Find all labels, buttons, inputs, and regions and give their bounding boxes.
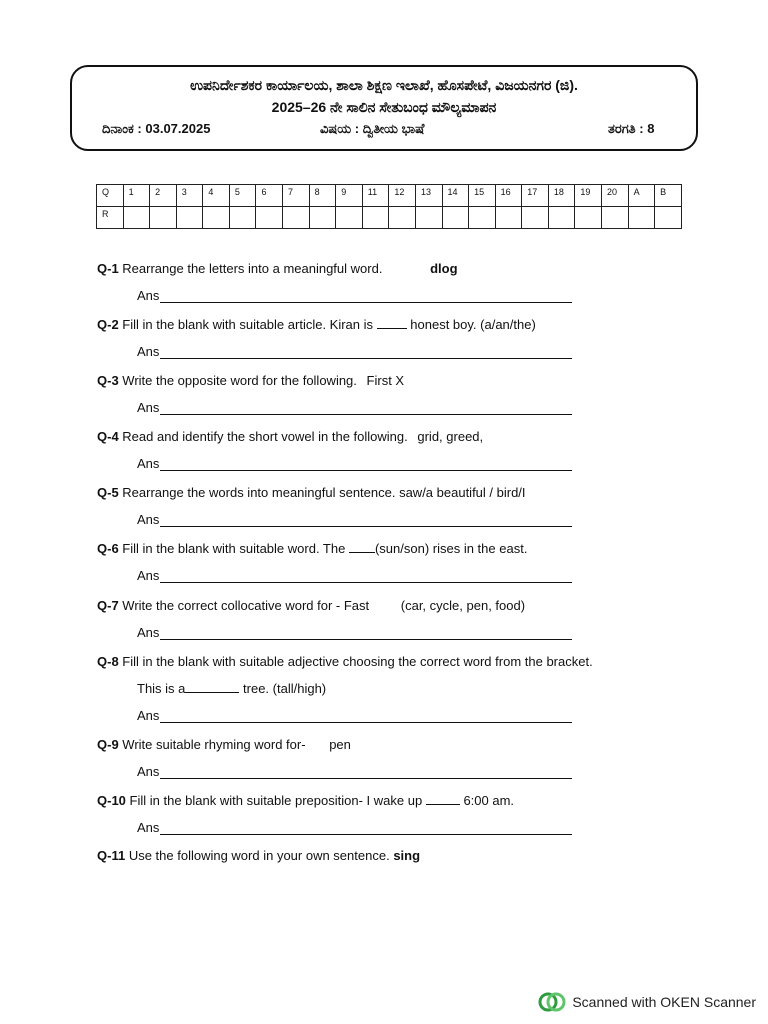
grid-cell [123, 207, 150, 229]
answer-line-1[interactable] [137, 288, 572, 303]
fill-blank[interactable] [377, 317, 407, 329]
question-number: Q-6 [97, 541, 119, 556]
answer-line-10[interactable] [137, 820, 572, 835]
question-number: Q-9 [97, 737, 119, 752]
grid-cell [203, 207, 230, 229]
grid-cell [176, 207, 203, 229]
question-text: Write the correct collocative word for - Fast [122, 598, 370, 613]
answer-line-4[interactable] [137, 456, 572, 471]
question-8-sentence [137, 681, 326, 696]
grid-cell: 7 [283, 185, 310, 207]
sentence-pre: This is a [137, 681, 186, 696]
question-number: Q-10 [97, 793, 126, 808]
ans-label: Ans [137, 400, 160, 415]
answer-blank[interactable] [160, 627, 572, 640]
question-10 [97, 793, 514, 808]
grid-cell [601, 207, 628, 229]
answer-blank[interactable] [160, 822, 572, 835]
grid-cell: R [97, 207, 124, 229]
grid-row-result [97, 207, 682, 229]
question-text: Write suitable rhyming word for- [122, 737, 306, 752]
answer-blank[interactable] [160, 346, 572, 359]
question-number: Q-4 [97, 429, 119, 444]
ans-label: Ans [137, 625, 160, 640]
question-8 [97, 654, 593, 669]
grid-cell: 5 [229, 185, 256, 207]
grid-row-questions [97, 185, 682, 207]
grid-cell: 14 [442, 185, 469, 207]
answer-line-7[interactable] [137, 625, 572, 640]
answer-line-9[interactable] [137, 764, 572, 779]
question-tail: (sun/son) rises in the east. [374, 541, 528, 556]
answer-blank[interactable] [160, 514, 572, 527]
grid-cell [575, 207, 602, 229]
question-5 [97, 485, 526, 500]
question-number: Q-3 [97, 373, 119, 388]
scanner-watermark [538, 992, 756, 1012]
answer-blank[interactable] [160, 710, 572, 723]
grid-cell: 6 [256, 185, 283, 207]
grid-cell: A [628, 185, 655, 207]
grid-cell [442, 207, 469, 229]
grid-cell: Q [97, 185, 124, 207]
grid-cell [628, 207, 655, 229]
exam-date: ದಿನಾಂಕ : 03.07.2025 [102, 121, 211, 136]
grid-cell: 16 [495, 185, 522, 207]
ans-label: Ans [137, 820, 160, 835]
question-text: Rearrange the words into meaningful sentence. saw/a beautiful / bird/I [122, 485, 526, 500]
answer-blank[interactable] [160, 766, 572, 779]
question-1 [97, 261, 458, 276]
ans-label: Ans [137, 288, 160, 303]
answer-line-5[interactable] [137, 512, 572, 527]
question-extra: pen [329, 737, 351, 752]
header-box [70, 65, 698, 151]
answer-blank[interactable] [160, 290, 572, 303]
question-number: Q-8 [97, 654, 119, 669]
answer-blank[interactable] [160, 402, 572, 415]
grid-cell [229, 207, 256, 229]
answer-line-6[interactable] [137, 568, 572, 583]
grid-cell [522, 207, 549, 229]
grid-cell: B [655, 185, 682, 207]
question-7 [97, 598, 525, 613]
question-extra: sing [393, 848, 421, 863]
answer-line-3[interactable] [137, 400, 572, 415]
grid-cell [655, 207, 682, 229]
grid-cell [150, 207, 177, 229]
question-text: Use the following word in your own sentence. [128, 848, 390, 863]
grid-cell: 12 [389, 185, 416, 207]
question-6 [97, 541, 527, 556]
grid-cell [548, 207, 575, 229]
grid-cell [309, 207, 336, 229]
grid-cell: 20 [601, 185, 628, 207]
grid-cell [469, 207, 496, 229]
marks-grid [96, 184, 682, 229]
answer-blank[interactable] [160, 570, 572, 583]
grid-cell [256, 207, 283, 229]
question-text: Fill in the blank with suitable word. The [122, 541, 346, 556]
grid-cell [283, 207, 310, 229]
grid-cell: 19 [575, 185, 602, 207]
grid-cell: 13 [415, 185, 442, 207]
question-2 [97, 317, 536, 332]
question-extra: (car, cycle, pen, food) [400, 598, 526, 613]
exam-class: ತರಗತಿ : 8 [608, 121, 655, 136]
question-text: Fill in the blank with suitable article. Kiran is [122, 317, 374, 332]
ans-label: Ans [137, 344, 160, 359]
question-tail: honest boy. (a/an/the) [410, 317, 536, 332]
question-extra: First X [366, 373, 405, 388]
ans-label: Ans [137, 512, 160, 527]
answer-line-2[interactable] [137, 344, 572, 359]
question-4 [97, 429, 483, 444]
answer-line-8[interactable] [137, 708, 572, 723]
ans-label: Ans [137, 568, 160, 583]
grid-cell: 17 [522, 185, 549, 207]
grid-cell: 11 [362, 185, 389, 207]
question-3 [97, 373, 404, 388]
grid-cell [495, 207, 522, 229]
oken-scanner-logo-icon [538, 992, 566, 1012]
grid-cell: 4 [203, 185, 230, 207]
grid-cell: 9 [336, 185, 363, 207]
scanner-watermark-text: Scanned with OKEN Scanner [572, 994, 756, 1010]
grid-cell [389, 207, 416, 229]
exam-title: 2025–26 ನೇ ಸಾಲಿನ ಸೇತುಬಂಧ ಮೌಲ್ಯಮಾಪನ [271, 99, 497, 115]
office-title: ಉಪನಿರ್ದೇಶಕರ ಕಾರ್ಯಾಲಯ, ಶಾಲಾ ಶಿಕ್ಷಣ ಇಲಾಖೆ, ಹೊಸಪೇಟೆ, ವಿಜಯನಗರ (ಜಿ). [190, 77, 578, 93]
ans-label: Ans [137, 456, 160, 471]
question-11 [97, 848, 420, 863]
grid-cell [336, 207, 363, 229]
question-tail: 6:00 am. [463, 793, 515, 808]
grid-cell: 8 [309, 185, 336, 207]
grid-cell: 2 [150, 185, 177, 207]
question-number: Q-1 [97, 261, 119, 276]
question-text: Write the opposite word for the following. [122, 373, 357, 388]
fill-blank[interactable] [426, 793, 460, 805]
ans-label: Ans [137, 708, 160, 723]
grid-cell: 15 [469, 185, 496, 207]
ans-label: Ans [137, 764, 160, 779]
fill-blank[interactable] [185, 681, 239, 693]
question-text: Fill in the blank with suitable preposition- I wake up [129, 793, 423, 808]
grid-cell [362, 207, 389, 229]
question-extra: dlog [430, 261, 458, 276]
grid-cell: 1 [123, 185, 150, 207]
question-number: Q-7 [97, 598, 119, 613]
fill-blank[interactable] [349, 541, 375, 553]
question-number: Q-2 [97, 317, 119, 332]
grid-cell [415, 207, 442, 229]
grid-cell: 18 [548, 185, 575, 207]
question-number: Q-11 [97, 848, 126, 863]
question-9 [97, 737, 351, 752]
question-text: Fill in the blank with suitable adjective choosing the correct word from the bracket. [122, 654, 593, 669]
question-number: Q-5 [97, 485, 119, 500]
question-text: Rearrange the letters into a meaningful word. [122, 261, 383, 276]
answer-blank[interactable] [160, 458, 572, 471]
grid-cell: 3 [176, 185, 203, 207]
exam-subject: ವಿಷಯ : ದ್ವಿತೀಯ ಭಾಷೆ [320, 121, 425, 136]
question-extra: grid, greed, [417, 429, 484, 444]
sentence-post: tree. (tall/high) [243, 681, 327, 696]
question-text: Read and identify the short vowel in the following. [122, 429, 408, 444]
